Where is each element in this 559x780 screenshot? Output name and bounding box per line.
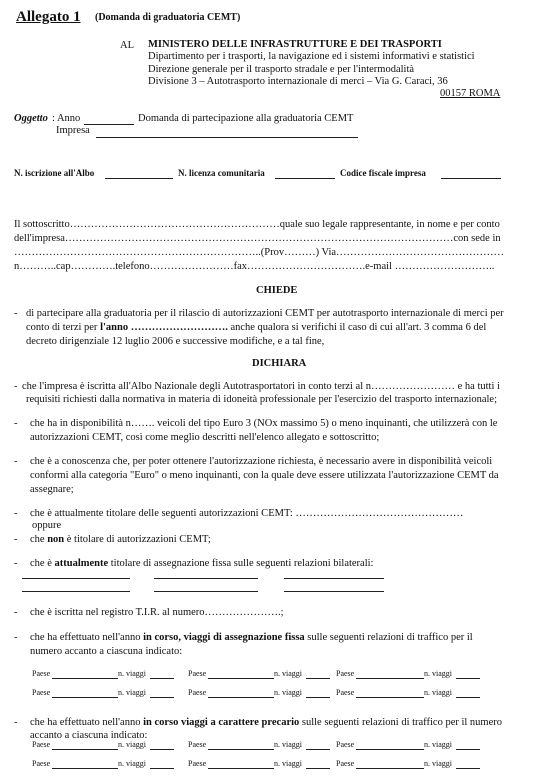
dichiara-bullet-5: -: [14, 534, 18, 545]
ministry-name: MINISTERO DELLE INFRASTRUTTURE E DEI TRASPORTI: [148, 39, 442, 50]
dichiara-p3-line-2: conformi alla categoria "Euro" o meno inquinanti, con la quale deve essere utilizzata l'autorizzazione CEMT da: [30, 470, 499, 481]
viaggi-label: n. viaggi: [118, 688, 146, 697]
dichiara-p2-line-1: che ha in disponibilità n……. veicoli del tipo Euro 3 (NOx massimo 5) o meno inquinanti, che utilizzerà con le: [30, 418, 498, 429]
paese-blank[interactable]: [52, 749, 118, 750]
dichiara-bullet-4: -: [14, 508, 18, 519]
ministry-direction: Direzione generale per il trasporto stradale e per l'intermodalità: [148, 64, 415, 75]
viaggi-label: n. viaggi: [424, 688, 452, 697]
licenza-label: N. licenza comunitaria: [178, 168, 265, 178]
bilateral-blank-4[interactable]: [22, 591, 130, 592]
bilateral-blank-2[interactable]: [154, 578, 258, 579]
dichiara-bullet-8: -: [14, 632, 18, 643]
paese-blank[interactable]: [356, 697, 424, 698]
paese-label: Paese: [336, 669, 355, 678]
dichiara-bullet-9: -: [14, 717, 18, 728]
iscrizione-blank[interactable]: [105, 178, 173, 179]
chiede-line-2: conto di terzi per l'anno ………………………. anche qualora si verifichi il caso di cui all'art. 3 comma 6 del: [26, 322, 487, 333]
bilateral-blank-1[interactable]: [22, 578, 130, 579]
dichiara-bullet-1: -: [14, 381, 18, 392]
licenza-blank[interactable]: [275, 178, 335, 179]
paese-label: Paese: [32, 688, 51, 697]
paese-label: Paese: [188, 688, 207, 697]
dichiara-p4: che è attualmente titolare delle seguenti autorizzazioni CEMT: …………………………………………: [30, 508, 464, 519]
paese-blank[interactable]: [208, 697, 274, 698]
paese-blank[interactable]: [208, 749, 274, 750]
dichiara-bullet-7: -: [14, 607, 18, 618]
viaggi-label: n. viaggi: [118, 740, 146, 749]
al-label: AL: [120, 40, 134, 51]
bilateral-blank-3[interactable]: [284, 578, 384, 579]
dichiara-p8-line-2: numero accanto a ciascuna indicato:: [30, 646, 183, 657]
ministry-city: 00157 ROMA: [440, 88, 501, 99]
dichiara-p6: che è attualmente titolare di assegnazione fissa sulle seguenti relazioni bilaterali:: [30, 558, 374, 569]
ministry-division: Divisione 3 – Autotrasporto internazionale di merci – Via G. Caraci, 36: [148, 76, 448, 87]
viaggi-blank[interactable]: [306, 697, 330, 698]
dichiara-p3-line-3: assegnare;: [30, 484, 74, 495]
paese-label: Paese: [336, 759, 355, 768]
viaggi-label: n. viaggi: [118, 759, 146, 768]
paese-blank[interactable]: [208, 678, 274, 679]
dichiara-bullet-2: -: [14, 418, 18, 429]
sottoscritto-line-2: dell'impresa…………………………………………………………………………………………………con sede in: [14, 233, 501, 244]
viaggi-blank[interactable]: [150, 749, 174, 750]
sottoscritto-line-1: Il sottoscritto……………………………………………………quale suo legale rappresentante, in nome e per conto: [14, 219, 500, 230]
codice-fiscale-blank[interactable]: [441, 178, 501, 179]
paese-blank[interactable]: [356, 749, 424, 750]
impresa-blank[interactable]: [96, 137, 358, 138]
viaggi-blank[interactable]: [150, 697, 174, 698]
sottoscritto-line-3: ……………………………………………………………..(Prov………) Via…………………………………………: [14, 247, 505, 258]
codice-fiscale-label: Codice fiscale impresa: [340, 168, 426, 178]
chiede-bullet: -: [14, 308, 18, 319]
paese-blank[interactable]: [52, 768, 118, 769]
impresa-label: Impresa: [56, 125, 90, 136]
bilateral-blank-5[interactable]: [154, 591, 258, 592]
dichiara-p9-line-2: accanto a ciascuna indicato:: [30, 730, 148, 741]
paese-blank[interactable]: [52, 697, 118, 698]
dichiara-bullet-3: -: [14, 456, 18, 467]
paese-label: Paese: [188, 669, 207, 678]
paese-label: Paese: [32, 759, 51, 768]
dichiara-p2-line-2: autorizzazioni CEMT, così come meglio descritti nell'elenco allegato e sottoscritto;: [30, 432, 380, 443]
viaggi-blank[interactable]: [456, 697, 480, 698]
ministry-department: Dipartimento per i trasporti, la navigazione ed i sistemi informativi e statistici: [148, 51, 475, 62]
anno-blank[interactable]: [84, 124, 134, 125]
paese-label: Paese: [32, 669, 51, 678]
viaggi-label: n. viaggi: [274, 740, 302, 749]
dichiara-p1-line-2: requisiti richiesti dalla normativa in materia di idoneità professionale per l'esercizio del trasporto internazionale;: [26, 394, 498, 405]
viaggi-blank[interactable]: [456, 768, 480, 769]
paese-label: Paese: [336, 740, 355, 749]
oggetto-text: Domanda di partecipazione alla graduatoria CEMT: [138, 113, 354, 124]
iscrizione-label: N. iscrizione all'Albo: [14, 168, 95, 178]
viaggi-label: n. viaggi: [118, 669, 146, 678]
viaggi-label: n. viaggi: [274, 759, 302, 768]
paese-blank[interactable]: [52, 678, 118, 679]
viaggi-blank[interactable]: [456, 749, 480, 750]
dichiara-p1-line-1: che l'impresa è iscritta all'Albo Nazionale degli Autotrasportatori in conto terzi al n…………………… e ha tutti i: [22, 381, 500, 392]
viaggi-blank[interactable]: [306, 768, 330, 769]
dichiara-p8-line-1: che ha effettuato nell'anno in corso, viaggi di assegnazione fissa sulle seguenti relazioni di traffico per il: [30, 632, 473, 643]
dichiara-p9-line-1: che ha effettuato nell'anno in corso viaggi a carattere precario sulle seguenti relazioni di traffico per il numero: [30, 717, 503, 728]
paese-label: Paese: [32, 740, 51, 749]
dichiara-p3-line-1: che è a conoscenza che, per poter ottenere l'autorizzazione richiesta, è necessario avere in disponibilità veicoli: [30, 456, 493, 467]
dichiara-bullet-6: -: [14, 558, 18, 569]
viaggi-label: n. viaggi: [274, 688, 302, 697]
chiede-line-1: di partecipare alla graduatoria per il rilascio di autorizzazioni CEMT per autotrasporto internazionale di merci per: [26, 308, 504, 319]
paese-blank[interactable]: [208, 768, 274, 769]
sottoscritto-line-4: n………..cap………….telefono……………………fax…………………………….e-mail ………………………..: [14, 261, 495, 272]
dichiara-heading: DICHIARA: [252, 358, 307, 369]
viaggi-blank[interactable]: [306, 749, 330, 750]
paese-label: Paese: [188, 759, 207, 768]
paese-label: Paese: [336, 688, 355, 697]
dichiara-p7: che è iscritta nel registro T.I.R. al numero………………….;: [30, 607, 284, 618]
chiede-line-3: decreto dirigenziale 12 luglio 2006 e successive modifiche, e a tal fine,: [26, 336, 325, 347]
viaggi-label: n. viaggi: [424, 740, 452, 749]
viaggi-blank[interactable]: [306, 678, 330, 679]
viaggi-label: n. viaggi: [274, 669, 302, 678]
dichiara-p5: che non è titolare di autorizzazioni CEMT;: [30, 534, 211, 545]
viaggi-label: n. viaggi: [424, 759, 452, 768]
viaggi-blank[interactable]: [150, 768, 174, 769]
anno-label: : Anno: [52, 113, 81, 124]
bilateral-blank-6[interactable]: [284, 591, 384, 592]
viaggi-blank[interactable]: [456, 678, 480, 679]
paese-blank[interactable]: [356, 678, 424, 679]
viaggi-blank[interactable]: [150, 678, 174, 679]
allegato-subtitle: (Domanda di graduatoria CEMT): [95, 12, 241, 23]
oggetto-label: Oggetto: [14, 113, 48, 124]
paese-blank[interactable]: [356, 768, 424, 769]
chiede-heading: CHIEDE: [256, 285, 298, 296]
oppure-label: oppure: [32, 520, 62, 531]
allegato-title: Allegato 1: [16, 9, 81, 25]
paese-label: Paese: [188, 740, 207, 749]
viaggi-label: n. viaggi: [424, 669, 452, 678]
